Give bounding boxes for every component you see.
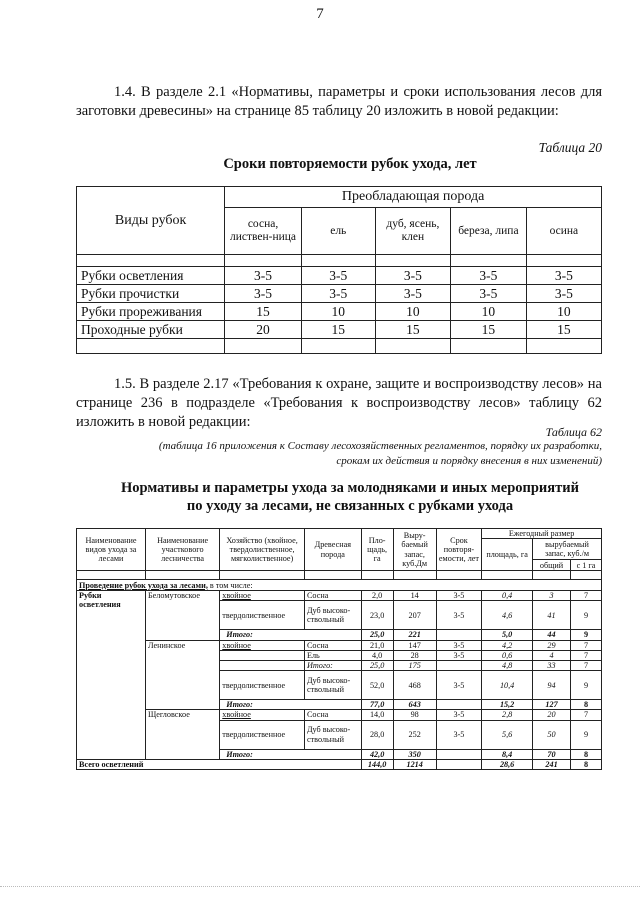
t62-annual-total: 33 <box>533 661 571 671</box>
t20-cell: 3-5 <box>225 285 302 303</box>
section-1-4-text: 1.4. В разделе 2.1 «Нормативы, параметры и сроки использования лесов для заготовки древесины» на странице 85 таблицу 20 изложить в новой редакции: <box>76 84 602 119</box>
t62-blank-cell <box>482 571 533 580</box>
t62-stock: 147 <box>393 640 436 650</box>
t62-header-period: Срок повторя-емости, лет <box>436 529 481 571</box>
t20-spacer-cell <box>375 255 450 267</box>
t20-cell: 15 <box>375 321 450 339</box>
t62-header-per-ha: с 1 га <box>570 560 601 571</box>
t62-data-row <box>77 640 602 650</box>
t62-section-label: Проведение рубок ухода за лесами, <box>79 580 208 590</box>
t62-total-label: Итого: <box>220 630 361 640</box>
t20-bottom-cell <box>375 339 450 354</box>
t62-annual-per-ha: 9 <box>570 720 601 749</box>
t62-area: 14,0 <box>361 710 393 720</box>
t62-header-district: Наименование участкового лесничества <box>145 529 219 571</box>
t20-row <box>77 267 602 285</box>
t62-annual-area: 4,8 <box>482 661 533 671</box>
t62-period: 3-5 <box>436 710 481 720</box>
section-1-4-paragraph <box>76 83 602 121</box>
t62-area: 23,0 <box>361 601 393 630</box>
t62-period: 3-5 <box>436 591 481 601</box>
t20-cell: 3-5 <box>375 285 450 303</box>
t62-annual-total: 50 <box>533 720 571 749</box>
t20-spacer-cell <box>77 255 225 267</box>
t62-grand-total-area: 144,0 <box>361 759 393 769</box>
t62-blank-row <box>77 571 602 580</box>
t62-annual-area: 5,6 <box>482 720 533 749</box>
t62-area: 4,0 <box>361 650 393 660</box>
t62-annual-per-ha: 9 <box>570 671 601 700</box>
section-1-5-text: 1.5. В разделе 2.17 «Требования к охране, защите и воспроизводству лесов» на странице 236 в подразделе «Требования к воспроизводству лесов» таблицу 62 изложить в новой редакции: <box>76 376 602 430</box>
t62-period: 3-5 <box>436 650 481 660</box>
t62-annual-total: 29 <box>533 640 571 650</box>
t62-total-stock: 221 <box>393 630 436 640</box>
t62-annual-total: 4 <box>533 650 571 660</box>
t62-total-stock: 350 <box>393 749 436 759</box>
table-62-title-1: Нормативы и параметры ухода за молодняками и иных мероприятий <box>121 480 579 496</box>
t20-spacer-cell <box>526 255 601 267</box>
t62-blank-cell <box>393 571 436 580</box>
t62-total-annual-area: 8,4 <box>482 749 533 759</box>
t20-spacer-cell <box>225 255 302 267</box>
t62-species: Дуб высоко-ствольный <box>304 601 361 630</box>
t62-total-annual-area: 5,0 <box>482 630 533 640</box>
t62-blank-cell <box>145 571 219 580</box>
t20-bottom-cell <box>526 339 601 354</box>
t62-period: 3-5 <box>436 720 481 749</box>
t62-grand-total-row <box>77 759 602 769</box>
t62-district-name: Беломутовское <box>145 591 219 640</box>
t20-cell: 3-5 <box>451 285 527 303</box>
t62-total-area: 42,0 <box>361 749 393 759</box>
t62-species: Сосна <box>304 710 361 720</box>
t62-total-annual-total: 127 <box>533 700 571 710</box>
t62-annual-area: 2,8 <box>482 710 533 720</box>
t20-header-group: Преобладающая порода <box>225 187 602 208</box>
t62-total-area: 25,0 <box>361 630 393 640</box>
t62-stock: 28 <box>393 650 436 660</box>
t62-blank-cell <box>304 571 361 580</box>
t20-cell: 3-5 <box>526 285 601 303</box>
t62-stock: 98 <box>393 710 436 720</box>
t62-total-stock: 643 <box>393 700 436 710</box>
t20-header-kind: Виды рубок <box>77 187 225 255</box>
t62-grand-total-annual-per-ha: 8 <box>570 759 601 769</box>
section-1-5-paragraph <box>76 375 602 432</box>
t62-header-annual: Ежегодный размер <box>482 529 602 539</box>
t62-stock: 252 <box>393 720 436 749</box>
t62-data-row <box>77 591 602 601</box>
t62-stock: 175 <box>393 661 436 671</box>
t62-period <box>436 661 481 671</box>
t62-header-total: общий <box>533 560 571 571</box>
t62-farm <box>220 650 305 660</box>
t62-annual-per-ha: 9 <box>570 601 601 630</box>
t62-section-cell <box>77 580 602 591</box>
t62-district-name: Ленинское <box>145 640 219 710</box>
t20-cell: 3-5 <box>301 267 375 285</box>
t62-grand-total-annual-area: 28,6 <box>482 759 533 769</box>
t62-blank-cell <box>533 571 571 580</box>
t20-cell: 3-5 <box>375 267 450 285</box>
t20-header-row-1 <box>77 187 602 208</box>
t62-total-annual-per-ha: 8 <box>570 700 601 710</box>
t62-kind-name: Рубки осветления <box>77 591 146 760</box>
t62-farm <box>220 661 305 671</box>
t20-cell: 10 <box>451 303 527 321</box>
t62-total-annual-per-ha: 8 <box>570 749 601 759</box>
t62-stock: 207 <box>393 601 436 630</box>
t20-cell: 15 <box>451 321 527 339</box>
t62-blank-cell <box>436 571 481 580</box>
t62-annual-area: 4,6 <box>482 601 533 630</box>
t62-annual-total: 20 <box>533 710 571 720</box>
t62-header-area: Пло-щадь, га <box>361 529 393 571</box>
t20-header-species: береза, липа <box>451 208 527 255</box>
t20-cell: 3-5 <box>301 285 375 303</box>
t62-farm: твердолиственное <box>220 601 305 630</box>
t62-annual-area: 10,4 <box>482 671 533 700</box>
t62-annual-total: 94 <box>533 671 571 700</box>
t62-farm: хвойное <box>220 640 305 650</box>
t20-header-species: ель <box>301 208 375 255</box>
t62-annual-per-ha: 7 <box>570 650 601 660</box>
t62-period: 3-5 <box>436 671 481 700</box>
t62-total-annual-per-ha: 9 <box>570 630 601 640</box>
t62-farm: хвойное <box>220 710 305 720</box>
t62-grand-total-period <box>436 759 481 769</box>
t20-row <box>77 321 602 339</box>
t20-cell: 3-5 <box>225 267 302 285</box>
t62-annual-per-ha: 7 <box>570 661 601 671</box>
t20-row <box>77 285 602 303</box>
table-20 <box>76 186 602 354</box>
t62-header-farm: Хозяйство (хвойное, твердолиственное, мягколиственное) <box>220 529 305 571</box>
t62-total-period <box>436 749 481 759</box>
t62-annual-area: 4,2 <box>482 640 533 650</box>
t20-cell: 3-5 <box>451 267 527 285</box>
t20-cell: 15 <box>526 321 601 339</box>
t62-total-period <box>436 630 481 640</box>
table-20-title: Сроки повторяемости рубок ухода, лет <box>223 156 477 172</box>
t20-spacer-cell <box>301 255 375 267</box>
t62-blank-cell <box>220 571 305 580</box>
t62-period: 3-5 <box>436 640 481 650</box>
t62-species: Итого: <box>304 661 361 671</box>
t20-header-species: дуб, ясень, клен <box>375 208 450 255</box>
table-62-subcaption-2: срокам их действия и порядку внесения в них изменений) <box>336 455 602 467</box>
t62-total-annual-area: 15,2 <box>482 700 533 710</box>
t62-species: Сосна <box>304 591 361 601</box>
table-62-subcaption-1: (таблица 16 приложения к Составу лесохозяйственных регламентов, порядку их разработки, <box>158 440 602 452</box>
t20-spacer-row <box>77 255 602 267</box>
t20-cell: 10 <box>375 303 450 321</box>
t62-total-annual-total: 44 <box>533 630 571 640</box>
t20-row-name: Рубки осветления <box>77 267 225 285</box>
t62-annual-area: 0,4 <box>482 591 533 601</box>
page-number: 7 <box>316 6 324 22</box>
t20-header-species: сосна, листвен-ница <box>225 208 302 255</box>
t62-farm: хвойное <box>220 591 305 601</box>
t62-section-suffix: в том числе: <box>207 580 253 590</box>
table-62-label: Таблица 62 <box>545 425 602 439</box>
t62-area: 21,0 <box>361 640 393 650</box>
t62-species: Дуб высоко-ствольный <box>304 720 361 749</box>
table-62-title-2: по уходу за лесами, не связанных с рубками ухода <box>186 498 514 514</box>
t20-cell: 20 <box>225 321 302 339</box>
t62-grand-total-label: Всего осветлений <box>77 759 362 769</box>
t62-annual-total: 41 <box>533 601 571 630</box>
t62-total-label: Итого: <box>220 749 361 759</box>
t62-header-annual-area: площадь, га <box>482 539 533 571</box>
t62-area: 28,0 <box>361 720 393 749</box>
t62-farm: твердолиственное <box>220 671 305 700</box>
t62-stock: 14 <box>393 591 436 601</box>
t20-header-species: осина <box>526 208 601 255</box>
t20-bottom-cell <box>225 339 302 354</box>
t62-farm: твердолиственное <box>220 720 305 749</box>
t62-annual-per-ha: 7 <box>570 710 601 720</box>
t62-annual-total: 3 <box>533 591 571 601</box>
t62-total-area: 77,0 <box>361 700 393 710</box>
t20-cell: 3-5 <box>526 267 601 285</box>
t62-blank-cell <box>361 571 393 580</box>
t62-annual-area: 0,6 <box>482 650 533 660</box>
t62-total-period <box>436 700 481 710</box>
t62-grand-total-stock: 1214 <box>393 759 436 769</box>
t62-stock: 468 <box>393 671 436 700</box>
t62-total-label: Итого: <box>220 700 361 710</box>
t20-bottom-cell <box>77 339 225 354</box>
t62-species: Ель <box>304 650 361 660</box>
t20-cell: 15 <box>301 321 375 339</box>
t62-total-annual-total: 70 <box>533 749 571 759</box>
t62-annual-per-ha: 7 <box>570 640 601 650</box>
t62-data-row <box>77 710 602 720</box>
t62-grand-total-annual-total: 241 <box>533 759 571 769</box>
scan-edge-line <box>0 886 640 889</box>
t62-district-name: Щегловское <box>145 710 219 759</box>
table-20-label: Таблица 20 <box>538 140 602 155</box>
t20-cell: 10 <box>526 303 601 321</box>
t20-row-name: Проходные рубки <box>77 321 225 339</box>
t62-area: 25,0 <box>361 661 393 671</box>
t62-header-kind: Наименование видов ухода за лесами <box>77 529 146 571</box>
t62-area: 52,0 <box>361 671 393 700</box>
t62-header-annual-stock: вырубаемый запас, куб./м <box>533 539 602 560</box>
t62-section-row <box>77 580 602 591</box>
t20-bottom-row <box>77 339 602 354</box>
t62-header-species: Древесная порода <box>304 529 361 571</box>
t20-bottom-cell <box>301 339 375 354</box>
t62-blank-cell <box>570 571 601 580</box>
t62-blank-cell <box>77 571 146 580</box>
t20-bottom-cell <box>451 339 527 354</box>
t62-species: Сосна <box>304 640 361 650</box>
t20-row <box>77 303 602 321</box>
t20-spacer-cell <box>451 255 527 267</box>
t62-area: 2,0 <box>361 591 393 601</box>
t62-period: 3-5 <box>436 601 481 630</box>
t62-header-row-1 <box>77 529 602 539</box>
t20-cell: 15 <box>225 303 302 321</box>
t20-row-name: Рубки прочистки <box>77 285 225 303</box>
t62-annual-per-ha: 7 <box>570 591 601 601</box>
t20-row-name: Рубки прореживания <box>77 303 225 321</box>
t62-header-stock: Выру-баемый запас, куб.Дм <box>393 529 436 571</box>
table-62 <box>76 528 602 770</box>
t62-species: Дуб высоко-ствольный <box>304 671 361 700</box>
t20-cell: 10 <box>301 303 375 321</box>
